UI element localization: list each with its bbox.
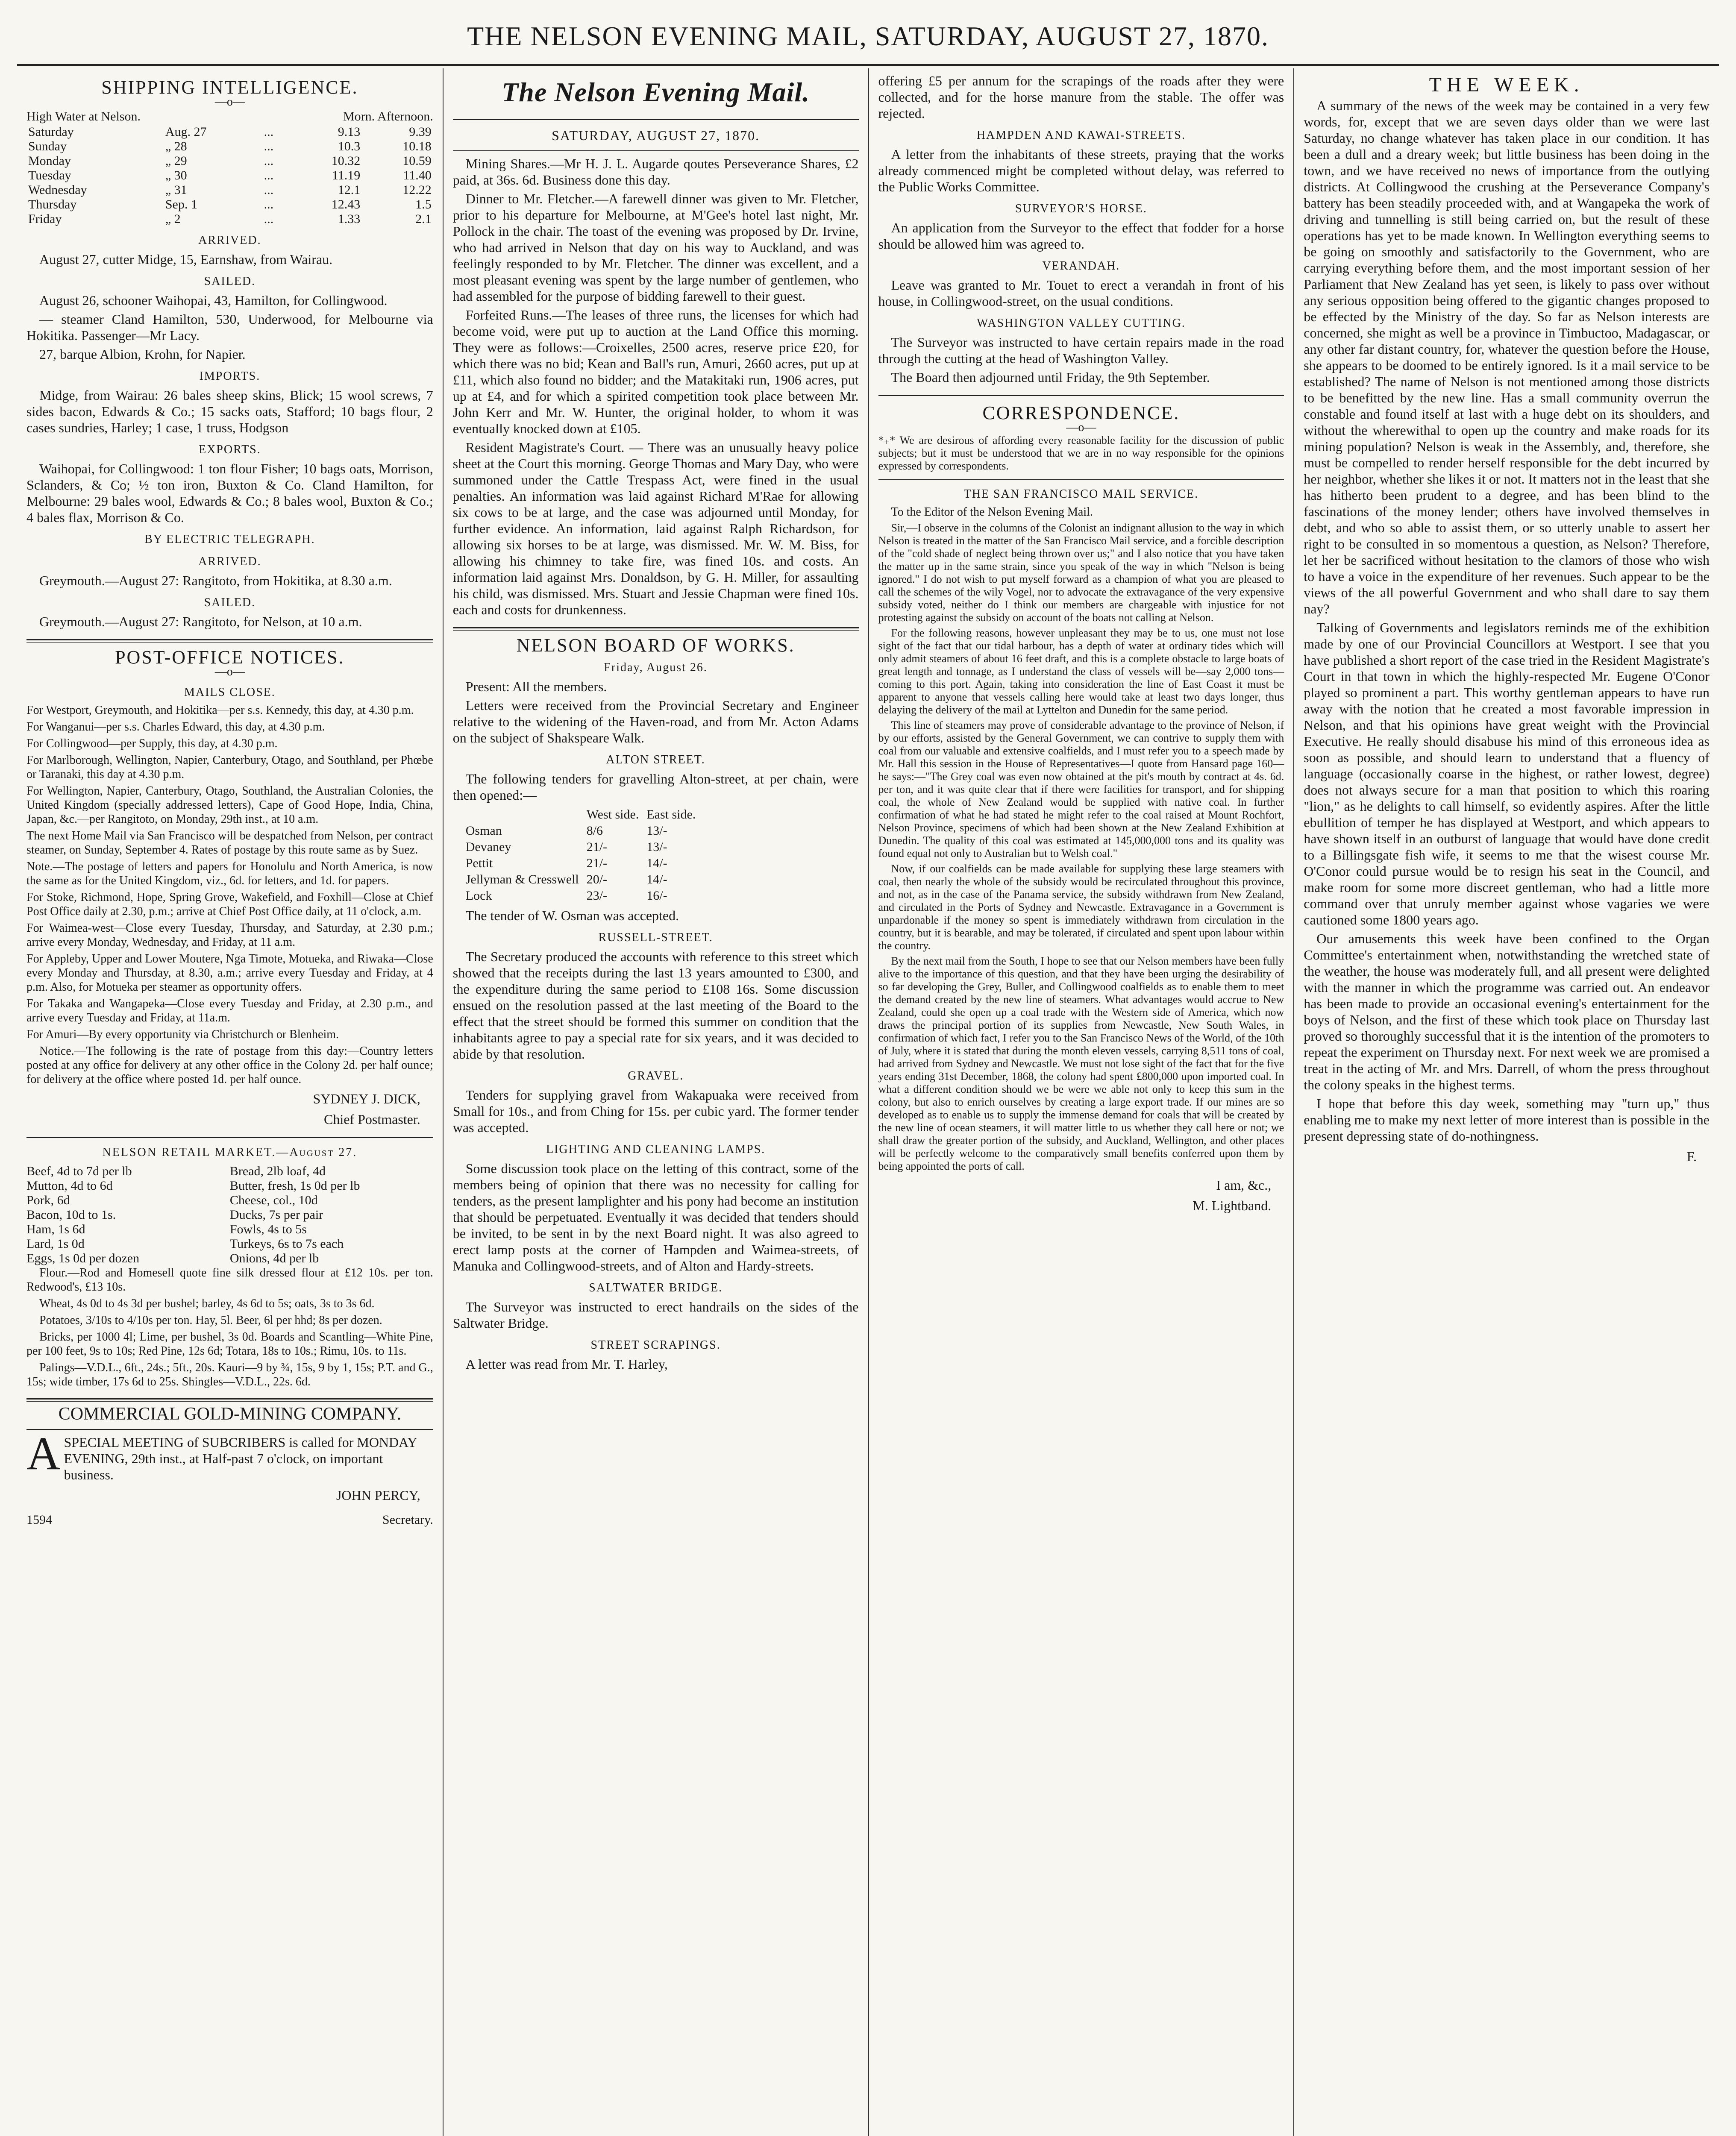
market-item: Onions, 4d per lb <box>229 1251 319 1265</box>
tide-row <box>26 212 433 226</box>
tender-cell: 20/- <box>586 872 608 886</box>
local-news <box>453 156 859 618</box>
column-4 <box>1293 68 1719 2136</box>
mining-body: SPECIAL MEETING of SUBCRIBERS is called for MONDAY EVENING, 29th inst., at Half-past 7 o'clock, on important business. <box>64 1435 417 1482</box>
sailed-heading: SAILED. <box>204 275 256 288</box>
post-item: For Collingwood—per Supply, this day, at 4.30 p.m. <box>26 737 278 750</box>
tel-sailed-heading: SAILED. <box>204 596 256 609</box>
tender-cell: 13/- <box>646 824 667 838</box>
tender-cell: Pettit <box>465 856 493 870</box>
market-item: Butter, fresh, 1s 0d per lb <box>229 1179 360 1193</box>
postmaster-title: Chief Postmaster. <box>323 1112 420 1127</box>
sailed-item: — steamer Cland Hamilton, 530, Underwood, for Melbourne via Hokitika. Passenger—Mr Lacy. <box>26 311 433 343</box>
shipping-title: SHIPPING INTELLIGENCE. <box>101 77 358 98</box>
tender-cell: 14/- <box>646 856 667 870</box>
week-paragraph: I hope that before this day week, something may "turn up," thus enabling me to make my next letter of more interest than is possible in the present depressing state of do-nothingness. <box>1304 1096 1710 1144</box>
tide-cell: 10.3 <box>338 139 361 153</box>
market-item: Turkeys, 6s to 7s each <box>229 1237 344 1251</box>
tide-cell: 12.1 <box>338 183 361 197</box>
market-item: Beef, 4d to 7d per lb <box>26 1164 132 1178</box>
tide-cell: „ 31 <box>165 183 187 197</box>
tender-row <box>466 839 704 855</box>
rule <box>878 479 1284 480</box>
tender-cell: 8/6 <box>586 824 603 838</box>
tide-header <box>26 109 433 125</box>
mining-notice <box>26 1427 433 1483</box>
market-item: Pork, 6d <box>26 1193 70 1207</box>
tide-row <box>26 183 433 197</box>
arrived-text: August 27, cutter Midge, 15, Earnshaw, from Wairau. <box>39 252 333 267</box>
imports-heading: IMPORTS. <box>199 370 261 383</box>
correspondence-title: CORRESPONDENCE. <box>982 402 1180 423</box>
tide-columns: Morn. Afternoon. <box>343 109 433 123</box>
scrapings-text: A letter was read from Mr. T. Harley, <box>465 1356 668 1372</box>
tide-cell: „ 30 <box>165 168 187 182</box>
market-item: Cheese, col., 10d <box>229 1193 318 1207</box>
post-item: For Westport, Greymouth, and Hokitika—per s.s. Kennedy, this day, at 4.30 p.m. <box>26 704 414 717</box>
sailed-item: August 26, schooner Waihopai, 43, Hamilton, for Collingwood. <box>39 293 388 308</box>
editor-note: *₊* We are desirous of affording every reasonable facility for the discussion of public subjects; but it must be understood that we are in no way responsible for the opinions expressed by correspondents. <box>878 434 1284 472</box>
tender-cell: Osman <box>465 824 502 838</box>
tender-result: The tender of W. Osman was accepted. <box>465 908 679 923</box>
news-paragraph: Forfeited Runs.—The leases of three runs, the licenses for which had become void, were put up to auction at the Land Office this morning. They were as follows:—Croixelles, 2500 acres, reserve price £20, for which there was no bid; Kean and Ball's run, Amuri, 2660 acres, put up at £11, which also found no bidder; and the Matakitaki run, 1906 acres, put up at £4, and for which a spirited competition took place between Mr. John Kerr and Mr. W. Hunter, the original holder, to whom it was eventually knocked down at £105. <box>452 307 859 436</box>
tel-sailed-text: Greymouth.—August 27: Rangitoto, for Nelson, at 10 a.m. <box>39 614 362 629</box>
exports-text: Waihopai, for Collingwood: 1 ton flour Fisher; 10 bags oats, Morrison, Sclanders, & Co; ½ ton iron, Buxton & Co. Cland Hamilton, for Melbourne: 29 bales wool, Edwards & Co.; 8 bales wool, Buxton & Co.; 4 bales flax, Morrison & Co. <box>26 461 433 525</box>
tide-cell: 2.1 <box>415 212 432 226</box>
tide-cell: 12.43 <box>331 197 361 211</box>
tender-header-cell <box>466 807 587 823</box>
tide-cell: 9.13 <box>338 125 361 139</box>
post-title: POST-OFFICE NOTICES. <box>115 647 345 668</box>
column-3 <box>868 68 1294 2136</box>
arrived-heading: ARRIVED. <box>198 234 261 247</box>
news-paragraph: Mining Shares.—Mr H. J. L. Augarde qoutes Perseverance Shares, £2 paid, at 36s. 6d. Business done this day. <box>452 156 859 188</box>
rule <box>453 119 859 122</box>
tender-cell: 13/- <box>646 840 667 854</box>
postmaster-name: SYDNEY J. DICK, <box>313 1091 420 1106</box>
letter-body <box>878 522 1284 1173</box>
section-rule <box>26 639 433 643</box>
saltwater-text: The Surveyor was instructed to erect handrails on the sides of the Saltwater Bridge. <box>452 1299 859 1331</box>
tender-table <box>466 807 704 904</box>
newspaper-page <box>17 13 1719 2136</box>
post-item: For Waimea-west—Close every Tuesday, Thursday, and Saturday, at 2.30 p.m.; arrive every Monday, Wednesday, and Friday, at 11 a.m. <box>26 921 433 949</box>
separator: —o— <box>214 665 245 678</box>
market-item: Lard, 1s 0d <box>26 1237 85 1251</box>
tide-cell: ... <box>264 183 274 197</box>
tel-arrived-heading: ARRIVED. <box>198 555 261 568</box>
market-right <box>230 1164 433 1266</box>
letter-heading: THE SAN FRANCISCO MAIL SERVICE. <box>963 487 1199 501</box>
board-date: Friday, August 26. <box>604 661 708 674</box>
letter-paragraph: This line of steamers may prove of considerable advantage to the province of Nelson, if by our efforts, assisted by the General Government, we can contrive to supply them with coal from our valuable and extensive coalfields, and I must refer you to a speech made by Mr. Hall this session in the House of Representatives—I quote from Hansard page 160—he says:—"The Grey coal was even now obtained at the pit's mouth by contract at 4s. 6d. per ton, and it was quite clear that if there were facilities for transport, and for shipping coal, the whole of New Zealand would be supplied with native coal. In further confirmation of what he had stated he might refer to the coal raised at Mount Rochfort, Nelson Province, specimens of which had been shown at the New Zealand Exhibition at Dunedin. The quality of this coal was estimated at 145,000,000 tons and its quality was found equal not only to Australian but to Welsh coal." <box>878 719 1284 860</box>
tide-row <box>26 154 433 168</box>
news-paragraph: Dinner to Mr. Fletcher.—A farewell dinner was given to Mr. Fletcher, prior to his departure for Melbourne, at M'Gee's hotel last night, Mr. Pollock in the chair. The toast of the evening was proposed by Dr. Irvine, who had arrived in Nelson that day on his way to Auckland, and was feelingly responded to by Mr. Fletcher. The dinner was excellent, and a most pleasant evening was spent by the large number of gentlemen, who had assembled for the purpose of bidding farewell to their guest. <box>452 191 859 304</box>
tide-cell: „ 2 <box>165 212 181 226</box>
saltwater-heading: SALTWATER BRIDGE. <box>589 1281 723 1294</box>
adjourn-text: The Board then adjourned until Friday, the 9th September. <box>891 370 1210 385</box>
letter-paragraph: Sir,—I observe in the columns of the Colonist an indignant allusion to the way in which Nelson is treated in the matter of the San Francisco Mail service, and a forcible description of the "cold shade of neglect being thrown over us;" and I also notice that you have taken the matter up in the same strain, since you speak of the way in which "Nelson is being ignored." I do not wish to put myself forward as a champion of what you are pleased to call the schemes of the wily Vogel, nor to advocate the extravagance of the very expensive subsidy voted, neither do I think our members are chargeable with injustice for not protesting against the subsidy on account of the boats not calling at Nelson. <box>878 522 1284 624</box>
letter-paragraph: By the next mail from the South, I hope to see that our Nelson members have been fully alive to the importance of this question, and that they have been urging the desirability of so far developing the Grey, Buller, and Collingwood coalfields as to enable them to meet the demand created by the new line of steamers. What advantages would accrue to New Zealand, could she open up a coal trade with the Western side of America, which now draws the principal portion of its supplies from Newcastle, New South Wales, in confirmation of which fact, I refer you to the San Francisco News of the World, of the 10th of July, where it is stated that during the month eleven vessels, carrying 8,511 tons of coal, had arrived from Sydney and Newcastle. We must not lose sight of the fact that for the five years ending 31st December, 1868, the colony had spent £800,000 upon imported coal. In what a different condition should we be were we able not only to keep this sum in the colony, but also to enrich ourselves by creating a large export trade. If our mines are so developed as to enable us to supply the immense demand for coals that will be created by the new line of ocean steamers, it will matter little to us whether they call here or not; we shall draw the greater portion of the subsidy, and Auckland, Wellington, and other places will be perfectly welcome to the comparatively small benefits conferred upon them by being appointed the ports of call. <box>878 955 1284 1172</box>
tide-cell: Saturday <box>28 125 74 139</box>
horse-heading: SURVEYOR'S HORSE. <box>1015 202 1147 215</box>
tide-cell: ... <box>264 197 274 211</box>
dateline: SATURDAY, AUGUST 27, 1870. <box>552 128 760 143</box>
market-para: Bricks, per 1000 4l; Lime, per bushel, 3s 0d. Boards and Scantling—White Pine, per 100 feet, 9s to 10s; Red Pine, 12s 6d; Totara, 18s to 10s.; Rimu, 10s. to 11s. <box>26 1330 433 1358</box>
letter-signer: M. Lightband. <box>1193 1198 1272 1213</box>
week-paragraph: Our amusements this week have been confined to the Organ Committee's entertainment when, notwithstanding the wretched state of the weather, the house was moderately full, and all present were delighted with the manner in which the programme was carried out. An endeavor has been made to provide an occasional evening's entertainment for the boys of Nelson, and the first of these which took place on Thursday last proved so thoroughly successful that it is the intention of the promoters to repeat the experiment on Thursday next. For next week we are promised a treat in the acting of Mr. and Mrs. Darrell, of whom the press throughout the colony speaks in the highest terms. <box>1304 931 1710 1092</box>
mining-signer-title: Secretary. <box>382 1513 433 1527</box>
tide-cell: Friday <box>28 212 62 226</box>
market-item: Ham, 1s 6d <box>26 1222 85 1236</box>
letter-paragraph: For the following reasons, however unpleasant they may be to us, one must not lose sight of the fact that our tidal harbour, has a depth of water at ordinary tides which will only admit steamers of about 16 feet draft, and this is a complete obstacle to large boats of great length and tonnage, as I understand the class of vessels will be—say 2,000 tons—coming to this port. Again, taking into consideration the line of East Coast it must be apparent to anyone that vessels calling here would take at least two days longer, thus delaying the delivery of the mail at Lyttelton and Dunedin for the same period. <box>878 627 1284 716</box>
column-1 <box>17 68 443 2136</box>
dropcap: A <box>26 1427 61 1479</box>
tide-cell: Aug. 27 <box>165 125 207 139</box>
mails-heading: MAILS CLOSE. <box>184 686 276 699</box>
tide-cell: 1.33 <box>338 212 361 226</box>
market-item: Fowls, 4s to 5s <box>229 1222 307 1236</box>
tel-arrived-text: Greymouth.—August 27: Rangitoto, from Hokitika, at 8.30 a.m. <box>39 573 392 588</box>
market-title: NELSON RETAIL MARKET.—August 27. <box>102 1146 358 1159</box>
mining-footer <box>26 1512 433 1528</box>
tide-cell: „ 28 <box>165 139 187 153</box>
hampden-text: A letter from the inhabitants of these streets, praying that the works already commenced might be completed without delay, was referred to the Public Works Committee. <box>878 147 1284 194</box>
tide-label: High Water at Nelson. <box>26 109 141 123</box>
board-continued: offering £5 per annum for the scrapings of the roads after they were collected, and for the horse manure from the stable. The offer was rejected. <box>878 73 1284 121</box>
horse-text: An application from the Surveyor to the effect that fodder for a horse should be allowed him was agreed to. <box>878 220 1284 252</box>
post-item: For Marlborough, Wellington, Napier, Canterbury, Otago, and Southland, per Phœbe or Taranaki, this day at 4.30 p.m. <box>26 754 433 781</box>
post-item: For Amuri—By every opportunity via Christchurch or Blenheim. <box>26 1028 339 1041</box>
post-items <box>26 703 433 1042</box>
masthead: THE NELSON EVENING MAIL, SATURDAY, AUGUST 27, 1870. <box>17 13 1719 66</box>
tender-cell: Devaney <box>465 840 511 854</box>
tide-cell: ... <box>264 154 274 168</box>
market-item: Ducks, 7s per pair <box>229 1208 323 1222</box>
tender-row <box>466 823 704 839</box>
market-prices <box>26 1164 433 1266</box>
tide-cell: ... <box>264 168 274 182</box>
market-para: Potatoes, 3/10s to 4/10s per ton. Hay, 5l. Beer, 6l per hhd; 8s per dozen. <box>39 1314 382 1327</box>
paper-title: The Nelson Evening Mail. <box>502 77 810 107</box>
tide-cell: 9.39 <box>409 125 432 139</box>
lighting-text: Some discussion took place on the letting of this contract, some of the members being of opinion that there was no necessity for calling for tenders, as the present lamplighter and his pony had become an institution that should be perpetuated. Eventually it was decided that tenders should be invited, to be sent in by the next Board night. It was also agreed to erect lamp posts at the corner of Hampden and Waimea-streets, of Manuka and Collingwood-streets, and of Alton and Hardy-streets. <box>452 1161 859 1273</box>
columns <box>17 68 1719 2136</box>
post-item: For Wanganui—per s.s. Charles Edward, this day, at 4.30 p.m. <box>26 720 325 734</box>
tide-cell: 1.5 <box>415 197 432 211</box>
tender-header-row <box>466 807 704 823</box>
tender-cell: Lock <box>465 889 492 903</box>
market-paras <box>26 1266 433 1389</box>
tide-cell: 10.32 <box>331 154 361 168</box>
tide-row <box>26 139 433 154</box>
tender-row <box>466 855 704 871</box>
week-body <box>1304 97 1710 1144</box>
rule <box>453 150 859 151</box>
week-paragraph: Talking of Governments and legislators reminds me of the exhibition made by one of our Provincial Councillors at Westport. I see that you have published a short report of the case tried in the Resident Magistrate's Court in that town in which the highly-respected Mr. Eugene O'Conor played so prominent a part. This worthy gentleman appears to have run away with the notion that he created a most favorable impression in Nelson, and that his opinions have great weight with the Provincial Executive. He really should disabuse his mind of this erroneous idea as soon as possible, and should learn to understand that a fluency of language (occasionally coarse in the highest, or rather lowest, degree) does not always secure for a man that position to which this roaring "lion," as he delights to call himself, so evidently aspires. After the little ebullition of temper he has displayed at Westport, and which appears to have shown itself in an outburst of language that would have done credit to a Billingsgate fish wife, it seems to me that the wisest course Mr. O'Conor could pursue would be to resign his seat in the Council, and make room for some more discreet gentleman, who had a little more command over that unruly member against whose vagaries we were cautioned some 1800 years ago. <box>1304 620 1710 927</box>
tender-cell: 16/- <box>646 889 667 903</box>
russell-text: The Secretary produced the accounts with reference to this street which showed that the receipts during the last 13 years amounted to £300, and the expenditure during the same period to £108 16s. Some discussion ensued on the resolution passed at the last meeting of the Board to the effect that the street should be formed this summer on condition that the inhabitants agree to pay a special rate for six years, and it was decided to abide by that resolution. <box>452 949 859 1062</box>
section-rule <box>878 395 1284 398</box>
market-para: Flour.—Rod and Homesell quote fine silk dressed flour at £12 10s. per ton. Redwood's, £13 10s. <box>26 1266 433 1294</box>
tender-cell: 14/- <box>646 872 667 886</box>
lighting-heading: LIGHTING AND CLEANING LAMPS. <box>546 1143 766 1156</box>
verandah-heading: VERANDAH. <box>1042 259 1120 273</box>
section-rule <box>26 1398 433 1402</box>
tide-cell: 11.40 <box>403 168 432 182</box>
week-paragraph: A summary of the news of the week may be contained in a very few words, for, except that we are seven days older than we were last Saturday, no change whatever has taken place in our condition. It has been a dull and a dreary week; but little business has been doing in the town, and we have received no news of importance from the outlying districts. At Collingwood the crushing at the Perseverance Company's battery has been steadily proceeded with, and at Wangapeka the work of driving and tunnelling is still being carried on, but the result of these operations has yet to be made known. In Wellington everything seems to be going on smoothly and satisfactorily to the Government, who are carrying everything before them, and the most important session of her Parliament that New Zealand has yet seen, is likely to pass over without any serious opposition being offered to the gigantic changes proposed to be effected by the Ministry of the day. So far as Nelson interests are concerned, she might as well be a province in Timbuctoo, Madagascar, or any other far distant country, for, whatever the question before the House, she appears to be doomed to be entirely ignored. Is it a mail service to be established? The name of Nelson is not mentioned among those districts to be benefitted by the new line. Has a small community overrun the constable and found itself at last with a huge debt on its shoulders, and without the wherewithal to open up the country and make roads for its mining population? Nelson is weak in the Assembly, and, therefore, she must be compelled to render herself responsible for the debt incurred by her neighbor, whether she likes it or not. It matters not in the least that she has hitherto been prudent to a degree, and has been blind to the fascinations of the money lender; others have involved themselves in debt, and who so able to assist them, or so utterly unable to assert her right to be consulted in so momentous a question, as Nelson? Therefore, let her be sacrificed without hesitation to the clamors of those who wish to have a voice in the expenditure of her revenues. Such appear to be the views of the all powerful Government and who shall dare to say them nay? <box>1304 98 1710 616</box>
news-paragraph: Resident Magistrate's Court. — There was an unusually heavy police sheet at the Court this morning. George Thomas and Mary Day, who were summoned under the Cattle Trespass Act, were fined in the usual penalties. An information was laid against Richard M'Rae for allowing six cows to be at large, and the case was adjourned until Monday, for further evidence. An information, laid against Ralph Richardson, for allowing six horses to be at large, was dismissed. Mr. W. M. Biss, for allowing his chimney to take fire, was fined 10s. and costs. An information laid against Mrs. Donaldson, by G. H. Miller, for assaulting his child, was dismissed. Mrs. Stuart and Jessie Chapman were fined 10s. each and costs for drunkenness. <box>452 440 859 617</box>
exports-heading: EXPORTS. <box>198 443 261 456</box>
tide-row <box>26 168 433 183</box>
tide-cell: Sep. 1 <box>165 197 197 211</box>
market-item: Bacon, 10d to 1s. <box>26 1208 116 1222</box>
column-2 <box>443 68 868 2136</box>
letter-closing: I am, &c., <box>1216 1177 1272 1193</box>
post-item: The next Home Mail via San Francisco will be despatched from Nelson, per contract steamer, on Sunday, September 4. Rates of postage by this route same as by Suez. <box>26 829 433 857</box>
gravel-text: Tenders for supplying gravel from Wakapuaka were received from Small for 10s., and from Ching for 15s. per cubic yard. The former tender was accepted. <box>452 1087 859 1135</box>
telegraph-heading: BY ELECTRIC TELEGRAPH. <box>144 533 315 546</box>
board-intro: Letters were received from the Provincial Secretary and Engineer relative to the widening of the Haven-road, and from Mr. Acton Adams on the subject of Shakspeare Walk. <box>452 698 859 745</box>
washington-text: The Surveyor was instructed to have certain repairs made in the road through the cutting at the head of Washington Valley. <box>878 334 1284 366</box>
tide-cell: „ 29 <box>165 154 187 168</box>
tide-row <box>26 197 433 212</box>
tide-cell: ... <box>264 212 274 226</box>
post-item: For Takaka and Wangapeka—Close every Tuesday and Friday, at 2.30 p.m., and arrive every Tuesday and Friday, at 11a.m. <box>26 997 433 1024</box>
post-item: Note.—The postage of letters and papers for Honolulu and North America, is now the same as for the United Kingdom, viz., 6d. for letters, and 1d. for papers. <box>26 860 433 887</box>
tide-cell: Tuesday <box>28 168 71 182</box>
ad-number: 1594 <box>26 1513 52 1527</box>
tide-row <box>26 125 433 139</box>
tide-cell: Thursday <box>28 197 77 211</box>
tide-cell: ... <box>264 139 274 153</box>
letter-to: To the Editor of the Nelson Evening Mail. <box>891 505 1093 519</box>
week-title: THE WEEK. <box>1429 73 1584 96</box>
market-para: Wheat, 4s 0d to 4s 3d per bushel; barley, 4s 6d to 5s; oats, 3s to 3s 6d. <box>39 1297 375 1310</box>
tender-cell: 21/- <box>586 856 608 870</box>
post-notice: Notice.—The following is the rate of postage from this day:—Country letters posted at any office for delivery at any other office in the Colony 2d. per half ounce; for delivery at the office where posted 1d. per half ounce. <box>26 1045 433 1086</box>
post-item: For Wellington, Napier, Canterbury, Otago, Southland, the Australian Colonies, the United Kingdom (specially addressed letters), Cape of Good Hope, India, China, Japan, &c.—per Rangitoto, on Monday, 29th inst., at 10 a.m. <box>26 784 433 826</box>
board-title: NELSON BOARD OF WORKS. <box>516 635 795 656</box>
market-item: Mutton, 4d to 6d <box>26 1179 113 1193</box>
hampden-heading: HAMPDEN AND KAWAI-STREETS. <box>976 129 1186 142</box>
tide-cell: 12.22 <box>402 183 432 197</box>
mining-title: COMMERCIAL GOLD-MINING COMPANY. <box>58 1404 402 1424</box>
imports-text: Midge, from Wairau: 26 bales sheep skins, Blick; 15 wool screws, 7 sides bacon, Edwards & Co.; 15 sacks oats, Stafford; 10 bags flour, 2 cases sundries, Harley; 1 case, 1 truss, Hodgson <box>26 387 433 435</box>
letter-paragraph: Now, if our coalfields can be made available for supplying these large steamers with coal, then nearly the whole of the subsidy would be recirculated throughout this province, and not, as in the case of the Panama service, the subsidy withdrawn from New Zealand, and circulated in the Ports of Sydney and Newcastle. Extravagance in a Government is unpardonable if the money so spent is immediately withdrawn from circulation in the country, but it is bearable, and may be tolerated, if circulated and spent upon labour within the country. <box>878 863 1284 952</box>
alton-heading: ALTON STREET. <box>606 753 705 766</box>
post-item: For Appleby, Upper and Lower Moutere, Nga Timote, Motueka, and Riwaka—Close every Monday and Thursday, at 8.30, a.m.; arrive every Tuesday and Friday, at 4 p.m. Also, for Motueka per steamer as opportunity offers. <box>26 952 433 994</box>
section-rule <box>26 1137 433 1140</box>
tender-cell: Jellyman & Cresswell <box>465 872 579 886</box>
tender-cell: 23/- <box>586 889 608 903</box>
verandah-text: Leave was granted to Mr. Touet to erect a verandah in front of his house, in Collingwood-street, on the usual conditions. <box>878 277 1284 309</box>
tide-cell: ... <box>264 125 274 139</box>
scrapings-heading: STREET SCRAPINGS. <box>590 1338 721 1352</box>
alton-intro: The following tenders for gravelling Alton-street, at per chain, were then opened:— <box>452 771 859 803</box>
mining-signer: JOHN PERCY, <box>336 1488 420 1503</box>
tide-cell: Wednesday <box>28 183 87 197</box>
washington-heading: WASHINGTON VALLEY CUTTING. <box>976 317 1186 330</box>
tender-row <box>466 871 704 888</box>
separator: —o— <box>1066 421 1096 434</box>
market-item: Eggs, 1s 0d per dozen <box>26 1251 140 1265</box>
tender-header-cell: West side. <box>586 807 639 822</box>
sailed-item: 27, barque Albion, Krohn, for Napier. <box>39 346 246 362</box>
market-left <box>26 1164 230 1266</box>
gravel-heading: GRAVEL. <box>628 1069 684 1083</box>
tender-row <box>466 888 704 904</box>
tide-cell: 10.18 <box>402 139 432 153</box>
tide-cell: 11.19 <box>332 168 361 182</box>
russell-heading: RUSSELL-STREET. <box>598 931 713 944</box>
tide-table <box>26 125 433 226</box>
market-item: Bread, 2lb loaf, 4d <box>229 1164 326 1178</box>
tender-header-cell: East side. <box>646 807 696 822</box>
tide-cell: 10.59 <box>402 154 432 168</box>
tide-cell: Monday <box>28 154 71 168</box>
rule <box>26 1429 433 1430</box>
tender-cell: 21/- <box>586 840 608 854</box>
separator: —o— <box>214 95 245 109</box>
market-para: Palings—V.D.L., 6ft., 24s.; 5ft., 20s. Kauri—9 by ¾, 15s, 9 by 1, 15s; P.T. and G., 15s; wide timber, 17s 6d to 25s. Shingles—V.D.L., 22s. 6d. <box>26 1361 433 1388</box>
section-rule <box>453 627 859 631</box>
tide-cell: Sunday <box>28 139 67 153</box>
post-item: For Stoke, Richmond, Hope, Spring Grove, Wakefield, and Foxhill—Close at Chief Post Office daily at 2.30, p.m.; arrive at Chief Post Office daily, at 11 o'clock, a.m. <box>26 891 433 918</box>
week-signer: F. <box>1686 1149 1697 1164</box>
board-present: Present: All the members. <box>465 679 607 694</box>
